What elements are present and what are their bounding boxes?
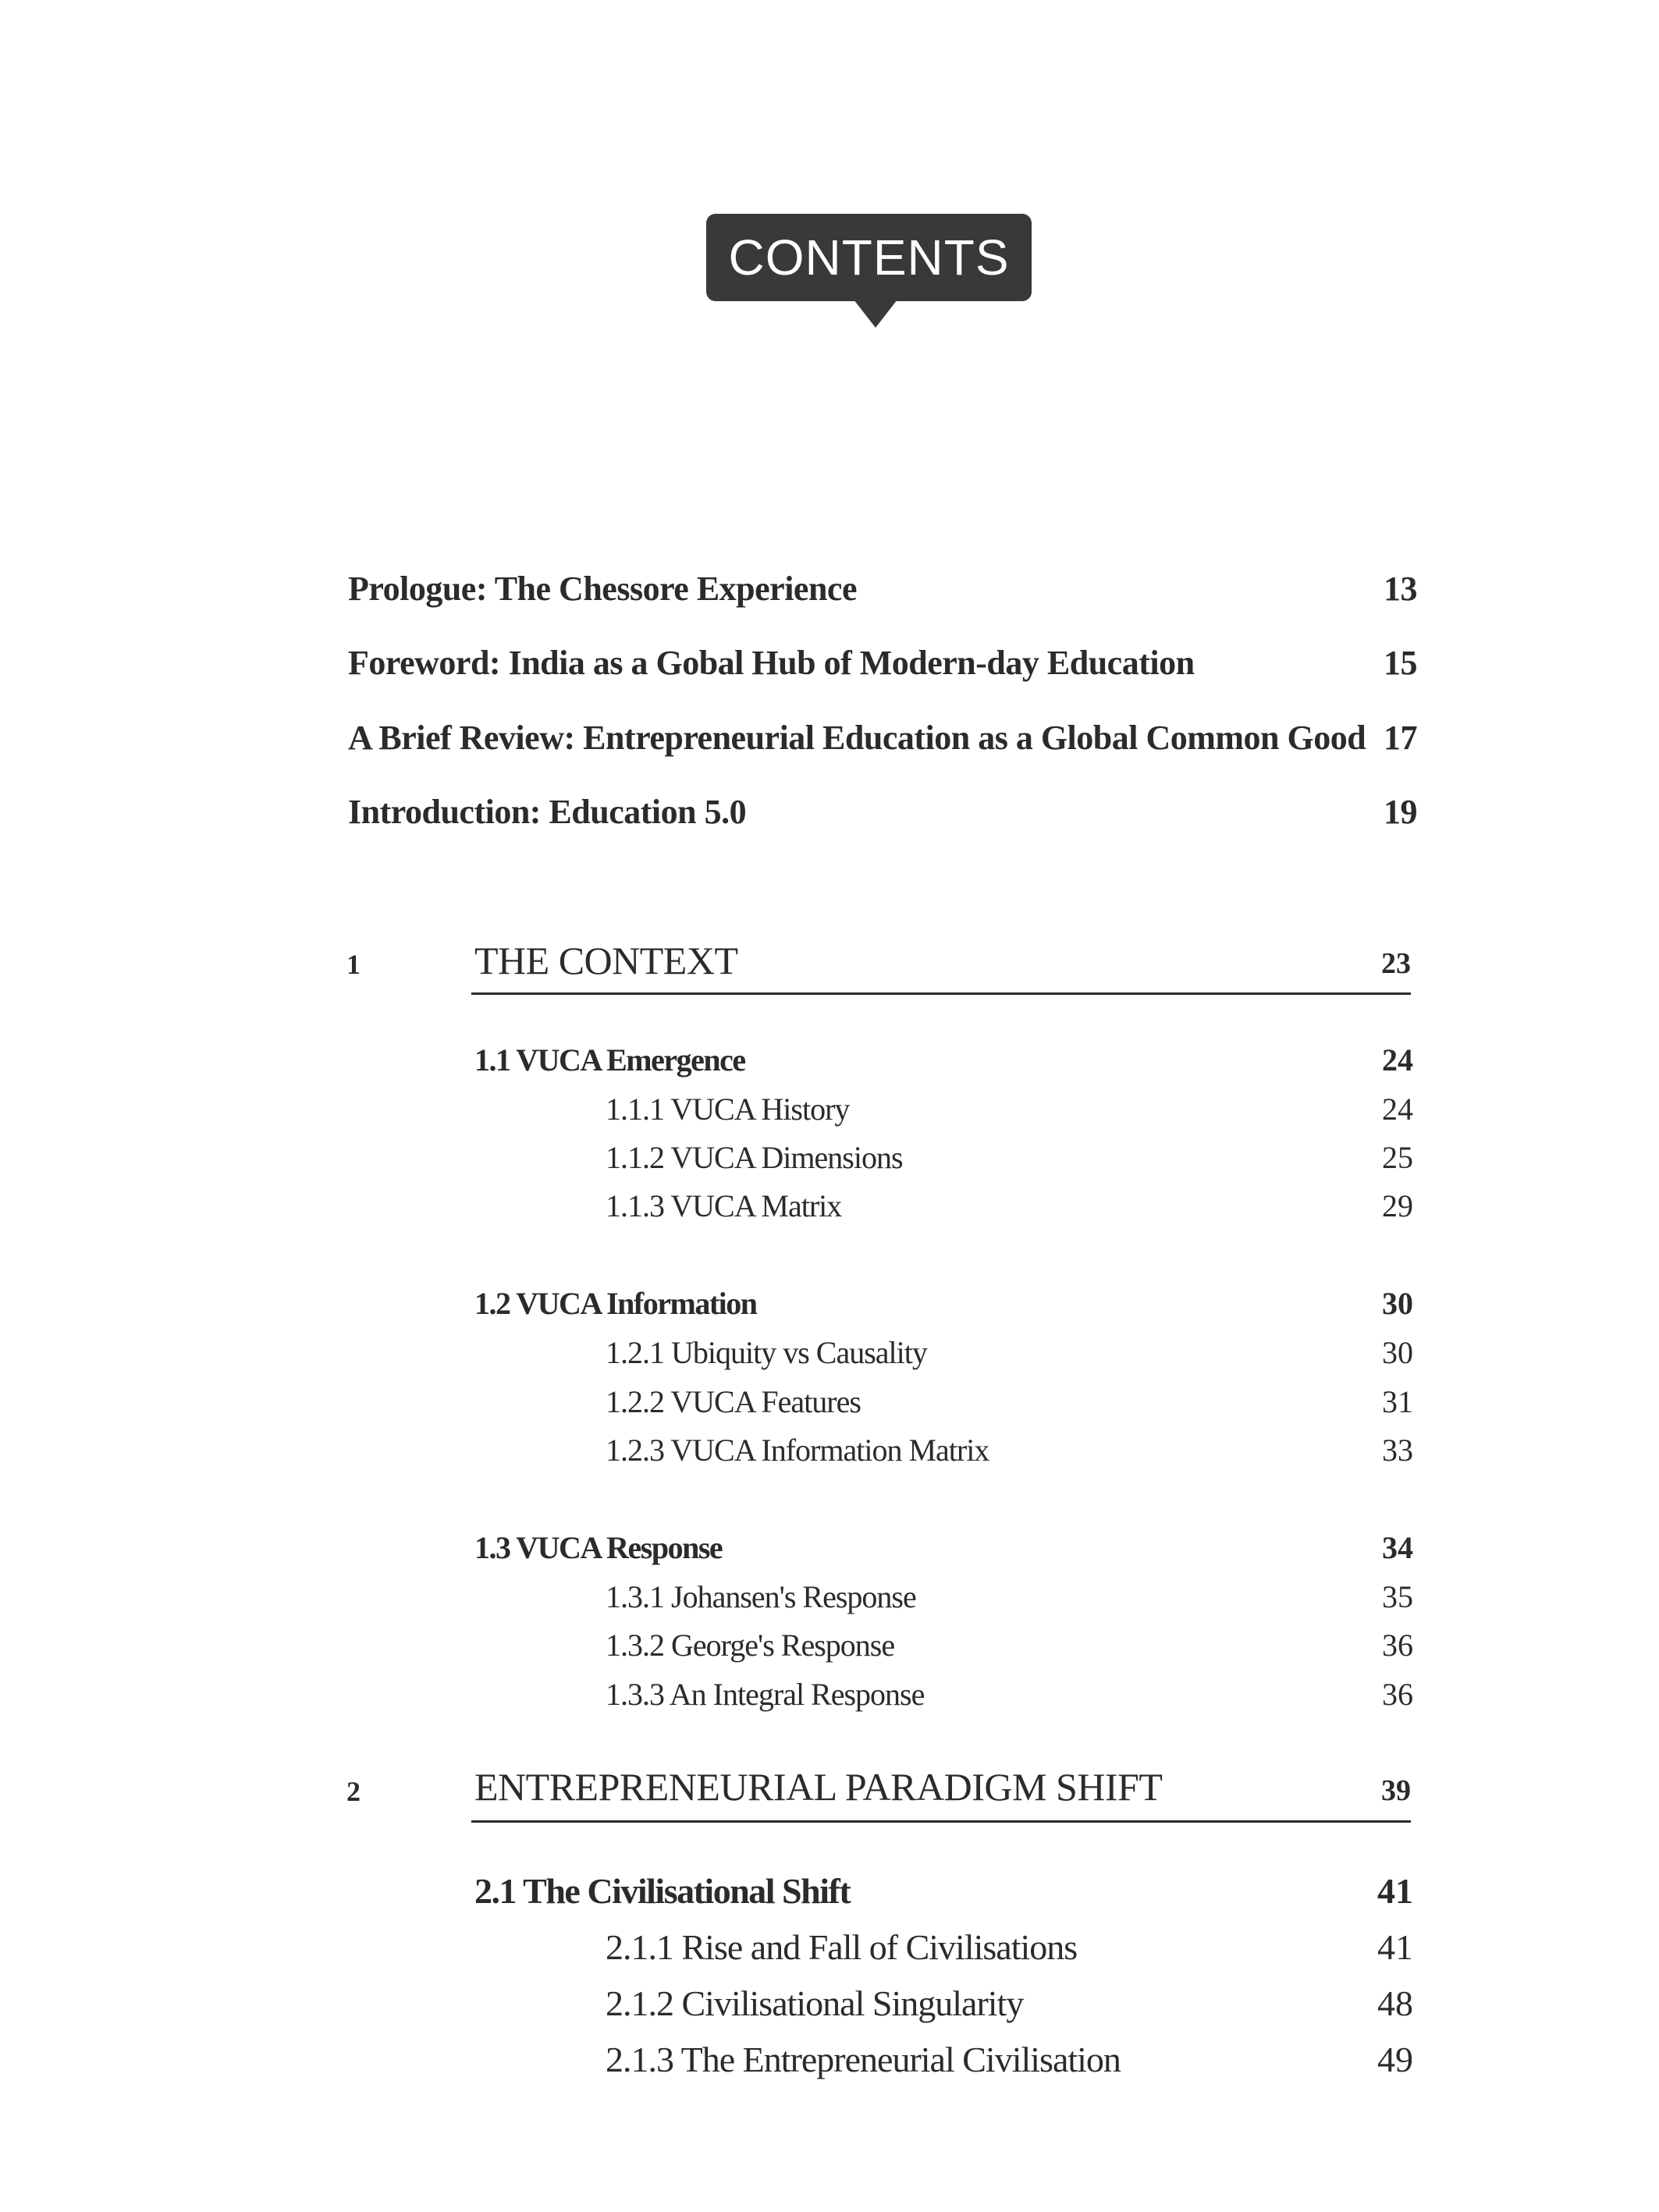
subsection-title[interactable]: 1.3.1 Johansen's Response [606, 1579, 916, 1614]
subsection-page: 48 [1377, 1983, 1413, 2023]
subsection-page: 36 [1382, 1628, 1413, 1663]
toc-entry-page: 19 [1384, 793, 1417, 831]
section-page: 34 [1382, 1530, 1413, 1565]
toc-entry-brief-review[interactable] [348, 715, 1417, 762]
chapter-title[interactable]: THE CONTEXT [474, 939, 738, 982]
subsection-title[interactable]: 1.2.3 VUCA Information Matrix [606, 1433, 989, 1468]
subsection-title[interactable]: 1.3.2 George's Response [606, 1628, 895, 1663]
section-title[interactable]: 1.3 VUCA Response [474, 1530, 723, 1565]
toc-entry-prologue[interactable] [348, 566, 1417, 612]
subsection-page: 24 [1382, 1092, 1413, 1127]
subsection-page: 29 [1382, 1188, 1413, 1223]
subsection-title[interactable]: 1.1.2 VUCA Dimensions [606, 1140, 903, 1175]
subsection-title[interactable]: 1.3.3 An Integral Response [606, 1677, 925, 1712]
toc-entry-title: Prologue: The Chessore Experience [348, 570, 857, 608]
section-page: 41 [1377, 1871, 1413, 1911]
toc-entry-introduction[interactable] [348, 789, 1417, 836]
chapter-page: 23 [1381, 947, 1411, 980]
toc-entry-title: A Brief Review: Entrepreneurial Education as a Global Common Good [348, 719, 1366, 757]
subsection-page: 49 [1377, 2040, 1413, 2079]
toc-entry-page: 17 [1384, 719, 1417, 757]
subsection-title[interactable]: 2.1.1 Rise and Fall of Civilisations [606, 1927, 1078, 1967]
chapter-title[interactable]: ENTREPRENEURIAL PARADIGM SHIFT [474, 1765, 1163, 1809]
toc-entry-foreword[interactable] [348, 640, 1417, 687]
subsection-page: 36 [1382, 1677, 1413, 1712]
toc-entry-title: Introduction: Education 5.0 [348, 793, 747, 831]
chapter-number: 1 [346, 949, 361, 980]
chapter-divider [471, 1820, 1411, 1823]
section-title[interactable]: 1.2 VUCA Information [474, 1286, 757, 1321]
toc-entry-page: 13 [1384, 570, 1417, 608]
toc-entry-title: Foreword: India as a Gobal Hub of Modern-day Education [348, 644, 1195, 682]
chapter-divider [471, 992, 1411, 995]
subsection-page: 31 [1382, 1384, 1413, 1419]
toc-entry-page: 15 [1384, 644, 1417, 682]
subsection-page: 25 [1382, 1140, 1413, 1175]
section-page: 30 [1382, 1286, 1413, 1321]
chapter-number: 2 [346, 1776, 361, 1807]
subsection-title[interactable]: 2.1.2 Civilisational Singularity [606, 1983, 1024, 2023]
page-title: CONTENTS [728, 229, 1010, 286]
subsection-title[interactable]: 1.2.1 Ubiquity vs Causality [606, 1335, 927, 1370]
subsection-page: 30 [1382, 1335, 1413, 1370]
section-title[interactable]: 2.1 The Civilisational Shift [474, 1871, 851, 1911]
chapter-page: 39 [1381, 1774, 1411, 1807]
subsection-page: 41 [1377, 1927, 1413, 1967]
section-title[interactable]: 1.1 VUCA Emergence [474, 1042, 745, 1078]
subsection-title[interactable]: 2.1.3 The Entrepreneurial Civilisation [606, 2040, 1121, 2079]
subsection-title[interactable]: 1.1.3 VUCA Matrix [606, 1188, 842, 1223]
subsection-page: 35 [1382, 1579, 1413, 1614]
section-page: 24 [1382, 1042, 1413, 1078]
subsection-title[interactable]: 1.1.1 VUCA History [606, 1092, 850, 1127]
subsection-title[interactable]: 1.2.2 VUCA Features [606, 1384, 861, 1419]
badge-pointer [854, 300, 897, 328]
subsection-page: 33 [1382, 1433, 1413, 1468]
